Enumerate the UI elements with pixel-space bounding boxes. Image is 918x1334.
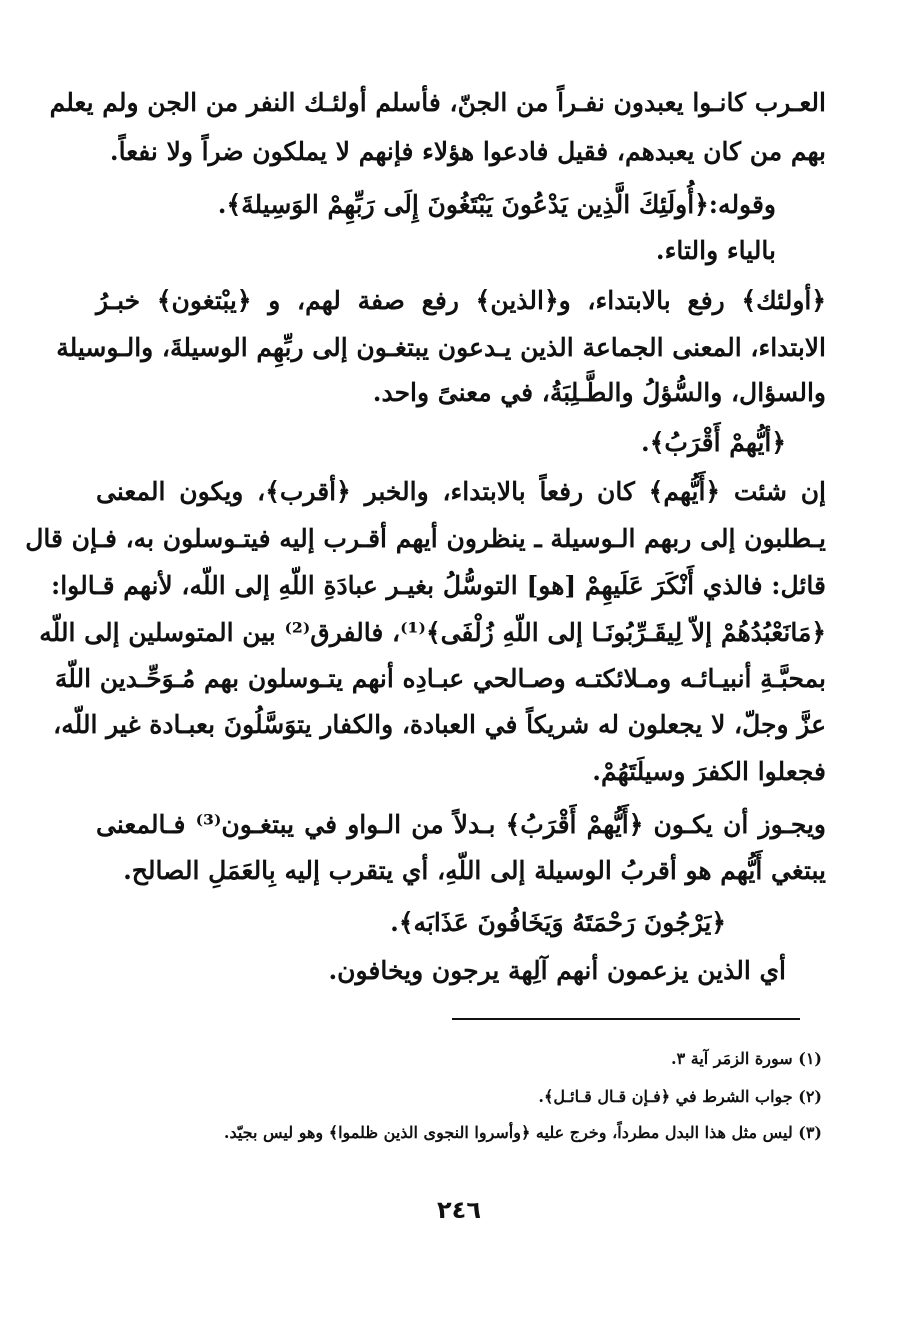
quran-quote-line: وقوله:﴿أُولَئِكَ الَّذِين يَدْعُونَ يَبْتَغُونَ إِلَى رَبِّهِمْ الوَسِيلةَ﴾.	[217, 190, 776, 219]
body-line: يـطلبون إلى ربهم الـوسيلة ـ ينظرون أيهم أقـرب إليه فيتـوسلون به، فـإن قال	[25, 524, 826, 553]
body-line: إن شئت ﴿أَيُّهم﴾ كان رفعاً بالابتداء، والخبر ﴿أقرب﴾، ويكون المعنى	[96, 477, 826, 506]
quran-quote-line: ﴿أيُّهمْ أَقْرَبُ﴾.	[641, 428, 786, 457]
body-line: بمحبَّـةِ أنبيـائـه ومـلائكتـه وصـالحي عبـادِه أنهم يتـوسلون بهم مُـوَحِّـدين اللّهَ	[54, 664, 826, 693]
body-line: والسؤال، والسُّؤلُ والطَّـلِبَةُ، في معنىً واحد.	[372, 378, 826, 407]
body-line: ويجـوز أن يكـون ﴿أَيُّهمْ أَقْرَبُ﴾ بـدلاً من الـواو في يبتغـون⁽³⁾ فـالمعنى	[96, 810, 826, 839]
page-number: ٢٤٦	[437, 1196, 481, 1224]
body-line: فجعلوا الكفرَ وسيلَتَهُمْ.	[592, 757, 826, 786]
body-line: العـرب كانـوا يعبدون نفـراً من الجنّ، فأسلم أولئـك النفر من الجن ولم يعلم	[49, 88, 826, 117]
body-line: عزَّ وجلّ، لا يجعلون له شريكاً في العبادة، والكفار يتوَسَّلُونَ بعبـادة غير اللّه،	[53, 710, 826, 739]
body-line: ﴿أولئك﴾ رفع بالابتداء، و﴿الذين﴾ رفع صفة لهم، و ﴿يبْتغون﴾ خبـرُ	[96, 286, 826, 315]
body-line: بهم من كان يعبدهم، فقيل فادعوا هؤلاء فإنهم لا يملكون ضراً ولا نفعاً.	[109, 137, 826, 166]
body-line: الابتداء، المعنى الجماعة الذين يـدعون يبتغـون إلى ربِّهِم الوسيلةَ، والـوسيلة	[56, 333, 826, 362]
footnote: (٣) ليس مثل هذا البدل مطرداً، وخرج عليه ﴿وأسروا النجوى الذين ظلموا﴾ وهو ليس بجيّد.	[223, 1123, 822, 1142]
body-line: يبتغي أَيُّهم هو أقربُ الوسيلة إلى اللّهِ، أي يتقرب إليه بِالعَمَلِ الصالح.	[123, 856, 826, 885]
body-line: بالياء والتاء.	[655, 236, 776, 265]
footnote-divider	[452, 1018, 800, 1020]
quran-quote-line: ﴿يَرْجُونَ رَحْمَتَهُ وَيَخَافُونَ عَذَابَه﴾.	[390, 908, 726, 937]
body-line: أي الذين يزعمون أنهم آلِهة يرجون ويخافون.	[328, 956, 786, 985]
body-line: ﴿مَانَعْبُدُهُمْ إلاّ لِيقَـرِّبُونَـا إلى اللّهِ زُلْفَى﴾⁽¹⁾، فالفرق⁽²⁾ بين المتوسلين إلى اللّه	[39, 618, 826, 647]
body-line: قائل: فالذي أَنْكَرَ عَلَيهِمْ [هو] التوسُّلُ بغيـر عبادَةِ اللّهِ إلى اللّه، لأنهم قـالوا:	[51, 571, 826, 600]
footnote: (٢) جواب الشرط في ﴿فـإن قـال قـائـل﴾.	[538, 1087, 822, 1106]
footnote: (١) سورة الزمَر آية ٣.	[671, 1049, 822, 1068]
